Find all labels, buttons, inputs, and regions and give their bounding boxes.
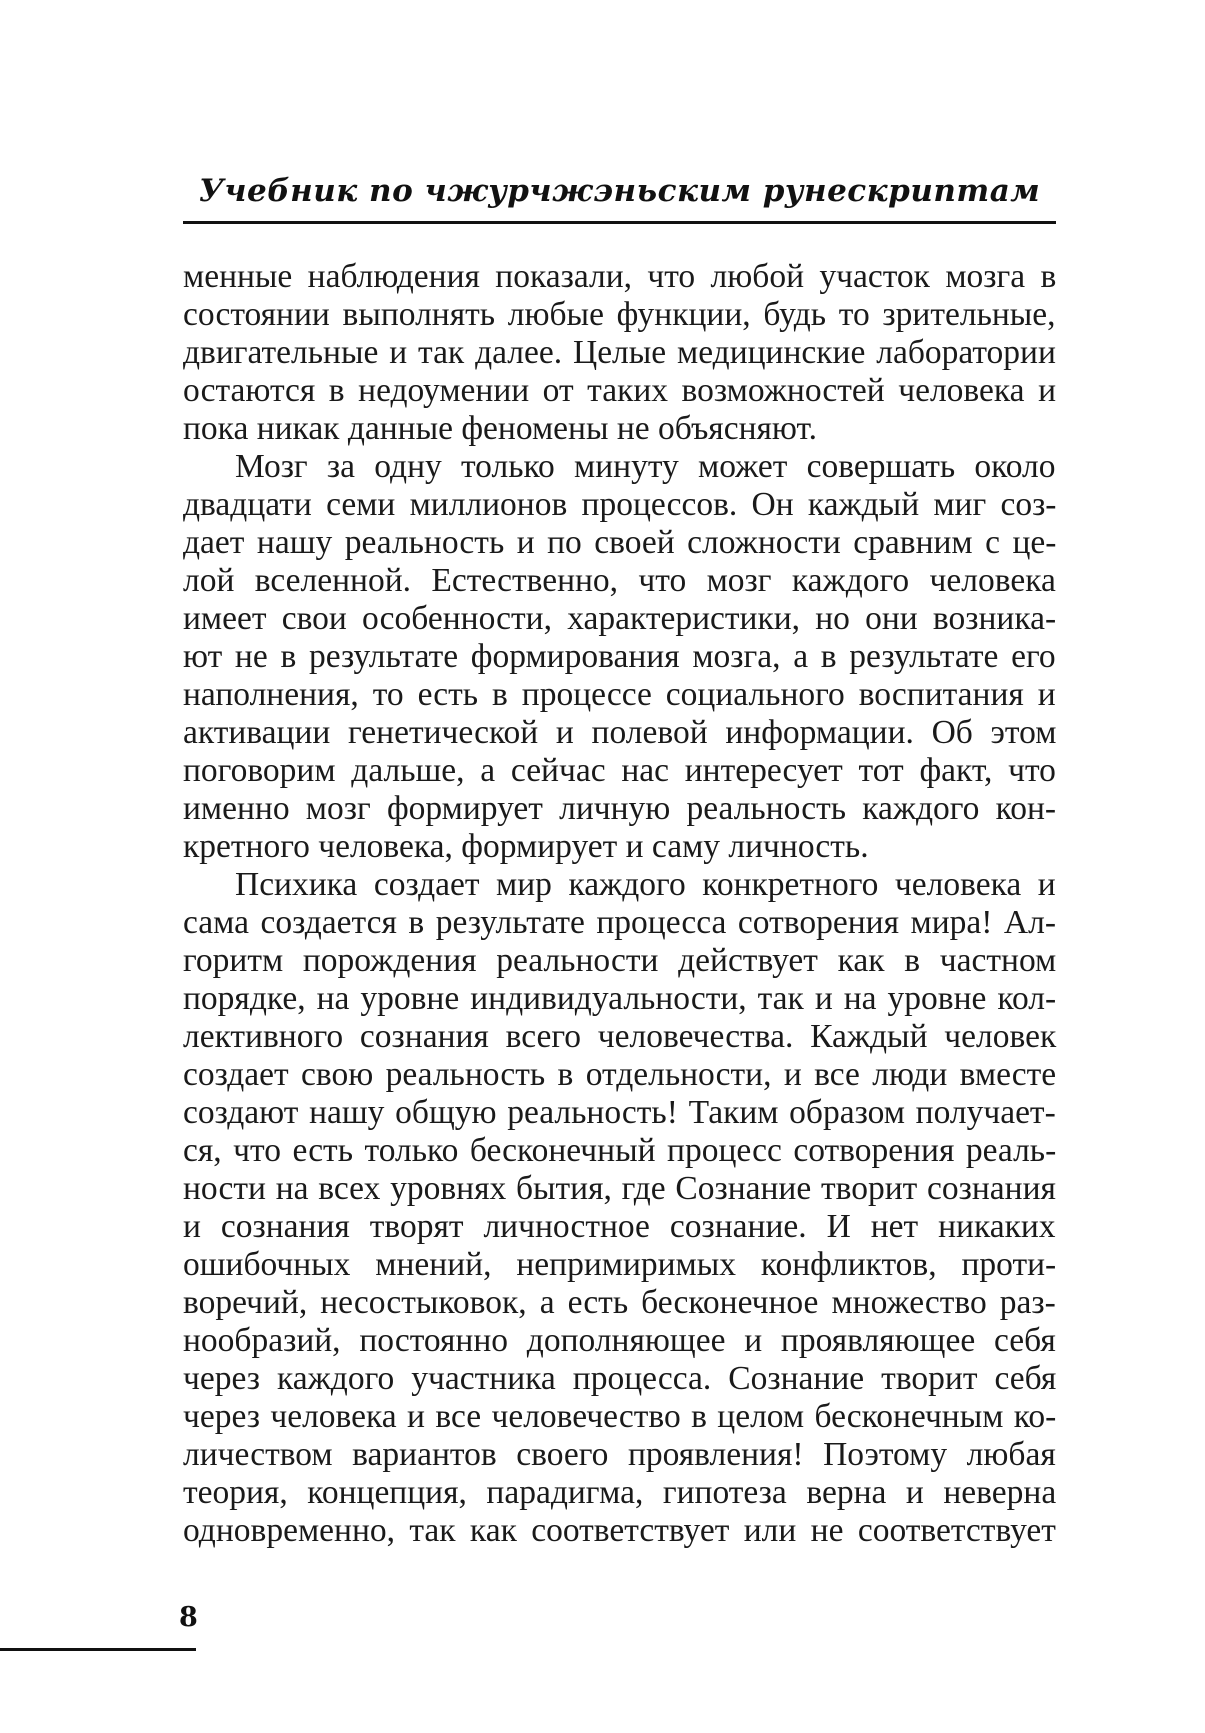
footer-rule — [0, 1648, 196, 1651]
text-line: ности на всех уровнях бытия, где Сознание творит сознания — [183, 1170, 1056, 1207]
text-line: лективного сознания всего человечества. Каждый человек — [183, 1018, 1057, 1055]
text-line: нообразий, постоянно дополняющее и проявляющее себя — [183, 1322, 1056, 1359]
text-line: ют не в результате формирования мозга, а в результате его — [183, 638, 1056, 675]
text-line: сама создается в результате процесса сотворения мира! Ал- — [183, 904, 1056, 941]
text-line: через человека и все человечество в целом бесконечным ко- — [183, 1398, 1057, 1435]
text-line: именно мозг формирует личную реальность каждого кон- — [183, 790, 1057, 827]
text-line: менные наблюдения показали, что любой участок мозга в — [183, 258, 1057, 295]
text-line: воречий, несостыковок, а есть бесконечное множество раз- — [183, 1284, 1056, 1321]
page-number: 8 — [179, 1602, 198, 1633]
text-line: пока никак данные феномены не объясняют. — [183, 410, 817, 447]
text-line: личеством вариантов своего проявления! Поэтому любая — [183, 1436, 1056, 1473]
paragraph-3 — [183, 866, 1056, 1550]
text-line: дает нашу реальность и по своей сложности сравним с це- — [183, 524, 1057, 561]
text-line: имеет свои особенности, характеристики, но они возника- — [183, 600, 1057, 637]
running-head — [183, 166, 1056, 224]
paragraph-1 — [183, 258, 1056, 448]
body-text — [183, 258, 1056, 1550]
text-line: горитм порождения реальности действует как в частном — [183, 942, 1057, 979]
text-line: остаются в недоумении от таких возможностей человека и — [183, 372, 1056, 409]
text-line: одновременно, так как соответствует или не соответствует — [183, 1512, 1056, 1549]
text-line: двигательные и так далее. Целые медицинские лаборатории — [183, 334, 1056, 371]
text-line: ся, что есть только бесконечный процесс сотворения реаль- — [183, 1132, 1057, 1169]
running-head-title: Учебник по чжурчжэньским рунескриптам — [198, 173, 1041, 209]
text-line: Мозг за одну только минуту может совершать около — [235, 448, 1056, 485]
text-line: поговорим дальше, а сейчас нас интересует тот факт, что — [183, 752, 1056, 789]
header-rule — [183, 221, 1056, 224]
text-line: двадцати семи миллионов процессов. Он каждый миг соз- — [183, 486, 1057, 523]
text-line: создает свою реальность в отдельности, и все люди вместе — [183, 1056, 1057, 1093]
text-line: активации генетической и полевой информации. Об этом — [183, 714, 1057, 751]
text-line: кретного человека, формирует и саму личность. — [183, 828, 869, 865]
text-line: и сознания творят личностное сознание. И нет никаких — [183, 1208, 1056, 1245]
text-line: лой вселенной. Естественно, что мозг каждого человека — [183, 562, 1056, 599]
text-line: порядке, на уровне индивидуальности, так и на уровне кол- — [183, 980, 1057, 1017]
text-line: через каждого участника процесса. Сознание творит себя — [183, 1360, 1057, 1397]
text-line: ошибочных мнений, непримиримых конфликтов, проти- — [183, 1246, 1057, 1283]
text-line: создают нашу общую реальность! Таким образом получает- — [183, 1094, 1056, 1131]
paragraph-2 — [183, 448, 1056, 866]
text-line: наполнения, то есть в процессе социального воспитания и — [183, 676, 1056, 713]
text-line: теория, концепция, парадигма, гипотеза верна и неверна — [183, 1474, 1057, 1511]
text-line: состоянии выполнять любые функции, будь то зрительные, — [183, 296, 1056, 333]
text-line: Психика создает мир каждого конкретного человека и — [235, 866, 1056, 903]
